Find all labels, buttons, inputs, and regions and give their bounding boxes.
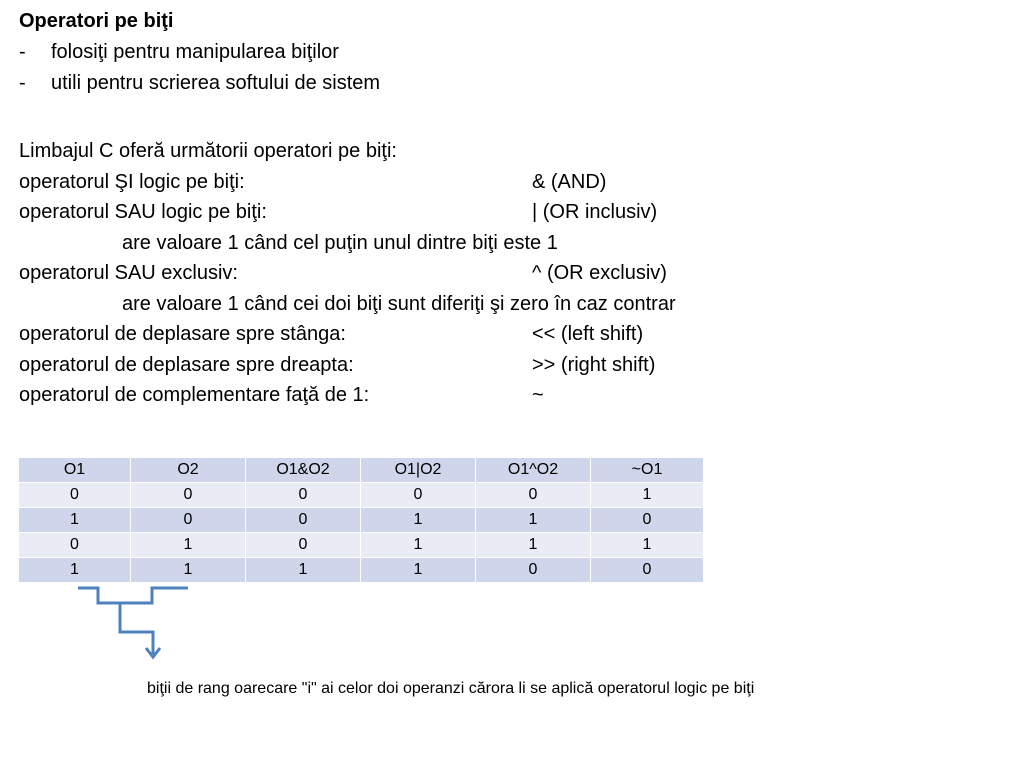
- caption-text: biţii de rang oarecare "i" ai celor doi operanzi cărora li se aplică operatorul logic pe biţi: [147, 680, 755, 697]
- bullet-text: utili pentru scrierea softului de sistem: [51, 72, 381, 94]
- column-header: O1|O2: [361, 458, 476, 483]
- operator-row: [19, 261, 667, 285]
- table-cell: 0: [591, 558, 704, 583]
- operator-label: operatorul SAU logic pe biţi:: [19, 201, 267, 223]
- operator-label: operatorul de complementare faţă de 1:: [19, 384, 370, 406]
- table-cell: 0: [131, 508, 246, 533]
- operator-note: are valoare 1 când cel puţin unul dintre biţi este 1: [122, 232, 558, 254]
- column-header: ~O1: [591, 458, 704, 483]
- table-cell: 0: [131, 483, 246, 508]
- operator-symbol: ^ (OR exclusiv): [532, 262, 667, 284]
- table-cell: 1: [591, 533, 704, 558]
- operator-symbol: >> (right shift): [532, 354, 656, 376]
- table-cell: 1: [361, 533, 476, 558]
- bullet-marker: -: [19, 41, 26, 63]
- operator-symbol: | (OR inclusiv): [532, 201, 658, 223]
- table-cell: 1: [476, 508, 591, 533]
- operator-note: are valoare 1 când cei doi biţi sunt diferiţi şi zero în caz contrar: [122, 293, 676, 315]
- table-cell: 0: [246, 533, 361, 558]
- table-header-row: [19, 458, 704, 483]
- operator-label: operatorul de deplasare spre dreapta:: [19, 354, 354, 376]
- operator-symbol: ~: [532, 384, 544, 406]
- bullet-marker: -: [19, 72, 26, 94]
- table-row: [19, 558, 704, 583]
- table-cell: 0: [19, 533, 131, 558]
- table-cell: 0: [361, 483, 476, 508]
- column-header: O1&O2: [246, 458, 361, 483]
- operator-row: [19, 170, 607, 194]
- table-cell: 0: [246, 508, 361, 533]
- operator-row: [19, 200, 658, 224]
- table-cell: 0: [476, 558, 591, 583]
- table-cell: 1: [19, 558, 131, 583]
- column-header: O2: [131, 458, 246, 483]
- table-cell: 0: [19, 483, 131, 508]
- table-cell: 1: [476, 533, 591, 558]
- column-header: O1: [19, 458, 131, 483]
- slide-title: Operatori pe biţi: [19, 10, 174, 32]
- bracket-arrow-icon: [70, 580, 200, 662]
- table-cell: 0: [246, 483, 361, 508]
- intro-text: Limbajul C oferă următorii operatori pe biţi:: [19, 140, 397, 162]
- operator-row: [19, 322, 644, 346]
- operator-label: operatorul de deplasare spre stânga:: [19, 323, 346, 345]
- column-header: O1^O2: [476, 458, 591, 483]
- operator-label: operatorul ŞI logic pe biţi:: [19, 171, 245, 193]
- operator-row: [19, 353, 656, 377]
- table-cell: 1: [131, 533, 246, 558]
- operator-symbol: << (left shift): [532, 323, 644, 345]
- table-row: [19, 508, 704, 533]
- operator-label: operatorul SAU exclusiv:: [19, 262, 238, 284]
- table-cell: 1: [19, 508, 131, 533]
- table-row: [19, 533, 704, 558]
- operator-row: [19, 383, 544, 407]
- table-cell: 1: [361, 558, 476, 583]
- truth-table: [18, 457, 704, 583]
- operator-symbol: & (AND): [532, 171, 607, 193]
- table-cell: 1: [131, 558, 246, 583]
- table-cell: 0: [591, 508, 704, 533]
- bullet-text: folosiţi pentru manipularea biţilor: [51, 41, 339, 63]
- table-cell: 1: [246, 558, 361, 583]
- table-cell: 1: [361, 508, 476, 533]
- table-cell: 1: [591, 483, 704, 508]
- table-row: [19, 483, 704, 508]
- table-cell: 0: [476, 483, 591, 508]
